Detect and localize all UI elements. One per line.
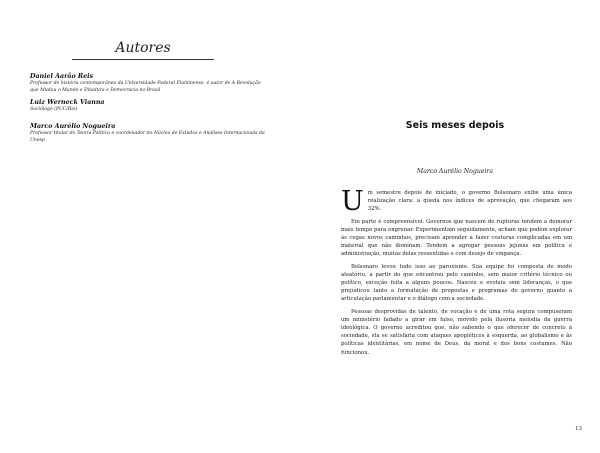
chapter-title: Seis meses depois [405,120,505,131]
drop-cap: U [341,186,364,217]
authors-heading: Autores [115,40,171,56]
author-entry [30,123,270,145]
author-name: Marco Aurélio Nogueira [30,123,116,130]
paragraph [341,186,572,217]
article-body [341,186,572,361]
page-number: 13 [575,426,582,432]
chapter-author: Marco Aurélio Nogueira [416,168,494,175]
paragraph-text: m semestre depois de iniciado, o governo Bolsonaro exibe uma única realização clara: a queda nos índices de aprovação, que chegaram aos 32%. [367,190,572,213]
author-bio: Professor de história contemporânea da Universidade Federal Fluminense, é autor de A Revolução que Mudou o Mundo e Ditadura e Democracia no Brasil [30,81,261,93]
right-page [300,0,600,453]
author-entry [30,73,270,95]
paragraph: Em parte é compreensível. Governos que nascem de rupturas tendem a demorar mais tempo para engrenar. Experimentam seguidamente, acham que podem explorar às cegas novos caminhos, precisam aprender a fazer costuras complicadas em um material que não dominam. Tendem a agregar pessoas jejunas em política e administração, muitas delas ressentidas e com desejo de vingança. [341,218,572,258]
heading-rule [72,59,214,60]
author-bio: Professor titular de Teoria Política e coordenador do Núcleo de Estudos e Análises Internacionais da Unesp [30,131,265,143]
author-name: Daniel Aarão Reis [30,73,94,80]
author-entry [30,99,270,114]
author-name: Luiz Werneck Vianna [30,99,105,106]
paragraph: Bolsonaro levou tudo isso ao paroxismo. Sua equipe foi composta de modo aleatório, a partir do que encontrou pelo caminho, sem maior critério técnico ou político, exceção feita a alguns poucos. Nasceu e evoluiu sem lideranças, o que prejudicou tanto a formatação de propostas e programas de governo quanto a articulação parlamentar e o diálogo com a sociedade. [341,263,572,303]
author-bio: Sociólogo (PUC/Rio) [30,107,78,112]
paragraph: Pessoas desprovidas de talento, de vocação e de uma rota segura compuseram um ministério fadado a girar em falso, movido pela ilusória melodia da guerra ideológica. O governo acreditou que, não sabendo o que oferecer de concreto à sociedade, ela se satisfaria com ataques apopléticos à esquerda, ao globalismo e às políticas identitárias, em nome de Deus, da moral e dos bons costumes. Não funcionou. [341,308,572,356]
